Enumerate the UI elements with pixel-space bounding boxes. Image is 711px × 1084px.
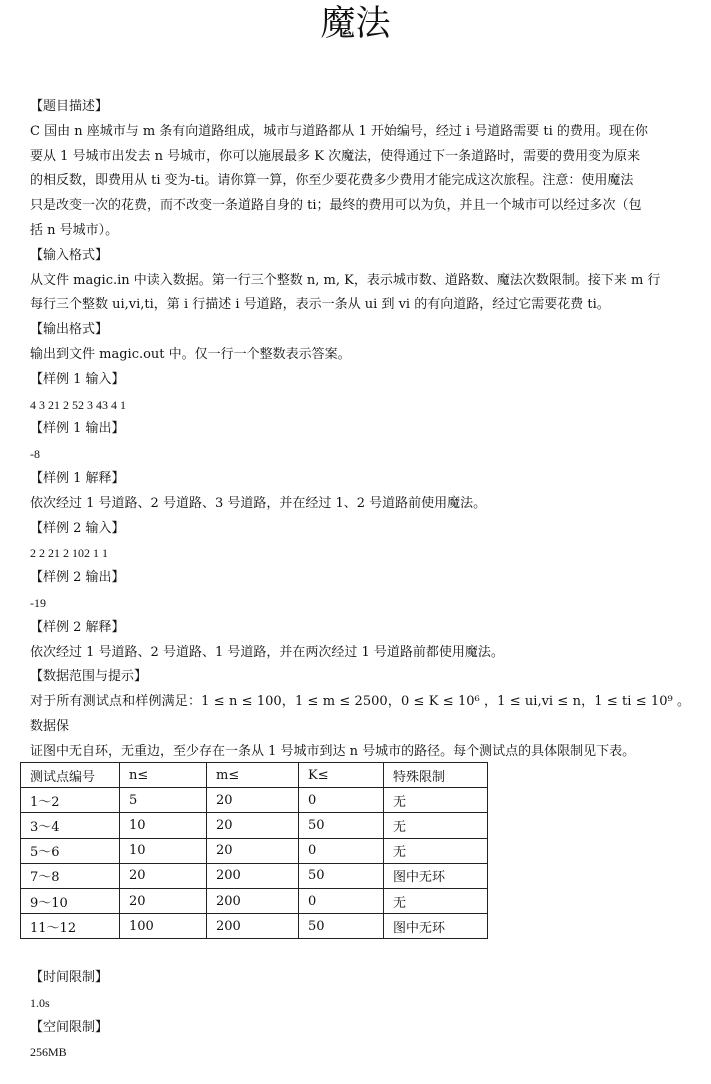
table-row [21, 914, 488, 939]
output-format-heading: 【输出格式】 [30, 322, 109, 338]
data-range-line: 对于所有测试点和样例满足：1 ≤ n ≤ 100，1 ≤ m ≤ 2500，0 ≤ K ≤ 10⁶ ，1 ≤ ui,vi ≤ n，1 ≤ ti ≤ 10⁹ 。数据保 [30, 694, 690, 734]
description-line: 的相反数，即费用从 ti 变为-ti。请你算一算，你至少要花费多少费用才能完成这次旅程。注意：使用魔法 [30, 173, 634, 189]
time-limit-value: 1.0s [30, 995, 50, 1010]
table-cell: 11～12 [21, 914, 120, 939]
sample1-input-heading: 【样例 1 输入】 [30, 371, 125, 387]
table-header-cell: m≤ [207, 763, 299, 788]
sample2-input: 2 2 21 2 102 1 1 [30, 546, 108, 561]
table-cell: 0 [299, 888, 384, 913]
table-cell: 200 [207, 863, 299, 888]
table-cell: 无 [384, 888, 488, 913]
table-row [21, 863, 488, 888]
table-cell: 无 [384, 813, 488, 838]
sample1-explanation: 依次经过 1 号道路、2 号道路、3 号道路，并在经过 1、2 号道路前使用魔法。 [30, 495, 487, 511]
sample1-explanation-heading: 【样例 1 解释】 [30, 470, 125, 486]
table-cell: 200 [207, 914, 299, 939]
input-format-line: 每行三个整数 ui,vi,ti，第 i 行描述 i 号道路，表示一条从 ui 到 vi 的有向道路，经过它需要花费 ti。 [30, 297, 610, 313]
sample1-output-heading: 【样例 1 输出】 [30, 421, 125, 437]
data-range-heading: 【数据范围与提示】 [30, 669, 148, 685]
table-row [21, 813, 488, 838]
limits-table [20, 762, 488, 939]
description-line: 只是改变一次的花费，而不改变一条道路自身的 ti；最终的费用可以为负，并且一个城市可以经过多次（包 [30, 198, 642, 214]
table-header-cell: K≤ [299, 763, 384, 788]
table-cell: 0 [299, 788, 384, 813]
sample2-output: -19 [30, 595, 46, 610]
table-header-cell: 特殊限制 [384, 763, 488, 788]
table-cell: 20 [207, 813, 299, 838]
table-row [21, 788, 488, 813]
table-cell: 图中无环 [384, 914, 488, 939]
table-row [21, 888, 488, 913]
time-limit-heading: 【时间限制】 [30, 970, 109, 985]
description-line: 括 n 号城市）。 [30, 222, 119, 238]
description-line: C 国由 n 座城市与 m 条有向道路组成，城市与道路都从 1 开始编号，经过 i 号道路需要 ti 的费用。现在你 [30, 123, 648, 139]
limits-section [30, 966, 690, 1065]
table-cell: 10 [120, 813, 207, 838]
table-header-cell: n≤ [120, 763, 207, 788]
table-cell: 无 [384, 838, 488, 863]
table-cell: 50 [299, 813, 384, 838]
table-cell: 20 [207, 788, 299, 813]
description-line: 要从 1 号城市出发去 n 号城市，你可以施展最多 K 次魔法，使得通过下一条道路时，需要的费用变为原来 [30, 148, 641, 164]
table-cell: 20 [120, 863, 207, 888]
table-cell: 20 [207, 838, 299, 863]
table-header-cell: 测试点编号 [21, 763, 120, 788]
table-cell: 图中无环 [384, 863, 488, 888]
output-format-line: 输出到文件 magic.out 中。仅一行一个整数表示答案。 [30, 346, 351, 362]
memory-limit-heading: 【空间限制】 [30, 1019, 109, 1035]
table-cell: 3～4 [21, 813, 120, 838]
table-cell: 无 [384, 788, 488, 813]
table-cell: 5 [120, 788, 207, 813]
sample2-input-heading: 【样例 2 输入】 [30, 520, 125, 536]
description-heading: 【题目描述】 [30, 99, 109, 114]
page-title: 魔法 [320, 4, 391, 44]
table-cell: 10 [120, 838, 207, 863]
data-range-line: 证图中无自环，无重边，至少存在一条从 1 号城市到达 n 号城市的路径。每个测试点的具体限制见下表。 [30, 743, 636, 759]
table-cell: 200 [207, 888, 299, 913]
table-cell: 50 [299, 914, 384, 939]
problem-body [30, 95, 690, 765]
sample1-input: 4 3 21 2 52 3 43 4 1 [30, 397, 126, 412]
table-cell: 100 [120, 914, 207, 939]
sample1-output: -8 [30, 447, 40, 462]
memory-limit-value: 256MB [30, 1045, 67, 1060]
sample2-explanation-heading: 【样例 2 解释】 [30, 619, 125, 635]
table-cell: 50 [299, 863, 384, 888]
table-cell: 9～10 [21, 888, 120, 913]
input-format-line: 从文件 magic.in 中读入数据。第一行三个整数 n, m, K，表示城市数、道路数、魔法次数限制。接下来 m 行 [30, 272, 661, 288]
table-cell: 5～6 [21, 838, 120, 863]
table-row [21, 838, 488, 863]
sample2-explanation: 依次经过 1 号道路、2 号道路、1 号道路，并在两次经过 1 号道路前都使用魔法。 [30, 644, 504, 660]
table-cell: 7～8 [21, 863, 120, 888]
table-cell: 0 [299, 838, 384, 863]
table-cell: 1～2 [21, 788, 120, 813]
table-header-row [21, 763, 488, 788]
table-cell: 20 [120, 888, 207, 913]
sample2-output-heading: 【样例 2 输出】 [30, 570, 125, 586]
input-format-heading: 【输入格式】 [30, 247, 109, 263]
